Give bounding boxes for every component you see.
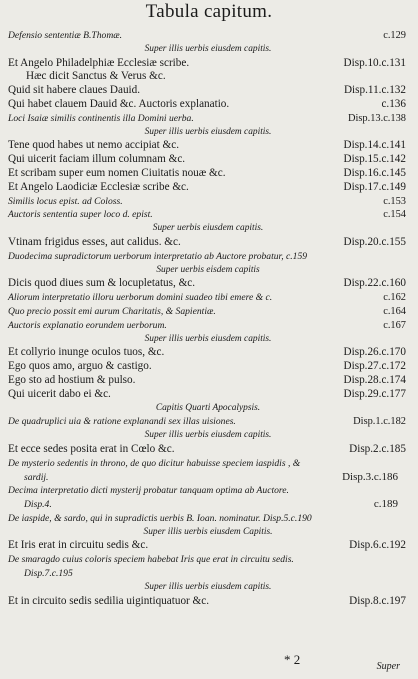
entry-text: Auctoris explanatio eorundem uerborum. [8,319,167,331]
toc-entry [8,291,408,305]
entry-text: Qui uicerit dabo ei &c. [8,387,111,400]
page-title: Tabula capitum. [145,1,273,22]
toc-entry [8,250,408,264]
entry-reference: c.167 [383,319,406,331]
toc-entry [8,319,408,333]
entry-reference: Disp.15.c.142 [343,153,406,166]
signature-mark: * 2 [284,652,301,667]
entry-text: Super illis uerbis eiusdem capitis. [144,581,272,592]
toc-entry [8,167,408,181]
entry-reference: c.162 [383,292,406,304]
entry-text: De mysterio sedentis in throno, de quo dicitur habuisse speciem iaspidis , & [8,457,301,469]
entry-reference: Disp.10.c.131 [343,56,406,69]
entry-text: Aliorum interpretatio illoru uerborum domini suadeo tibi emere & c. [8,292,273,304]
toc-entry [8,498,408,512]
entry-text: Disp.7.c.195 [24,568,73,580]
entry-text: Quo precio possit emi aurum Charitatis, & Sapientiæ. [8,305,216,317]
entry-text: Tene quod habes ut nemo accipiat &c. [8,139,180,152]
entry-reference: Disp.11.c.132 [343,84,406,97]
table-of-contents [8,29,408,608]
entry-reference: Disp.20.c.155 [343,235,406,248]
entry-reference: Disp.17.c.149 [343,180,406,193]
entry-text: sardij. [24,471,49,483]
entry-text: Quid sit habere claues Dauid. [8,84,141,97]
entry-reference: Disp.3.c.186 [342,470,398,483]
entry-text: Et Iris erat in circuitu sedis &c. [8,539,149,552]
entry-text: Super illis uerbis eiusdem capitis. [144,43,272,54]
toc-entry [8,98,408,112]
catchword: Super [376,661,400,672]
toc-entry [8,374,408,388]
entry-text: Et collyrio inunge oculos tuos, &c. [8,346,165,359]
toc-entry [8,346,408,360]
toc-entry [8,360,408,374]
toc-entry [8,153,408,167]
toc-entry [8,443,408,457]
entry-reference: c.154 [383,209,406,221]
toc-entry [8,415,408,429]
section-heading [8,581,408,595]
entry-text: Vtinam frigidus esses, aut calidus. &c. [8,235,181,248]
toc-entry [8,457,408,471]
entry-text: Ego sto ad hostium & pulso. [8,373,136,386]
entry-text: Et ecce sedes posita erat in Cœlo &c. [8,442,175,455]
entry-text: Et in circuito sedis sedilia uigintiquatuor &c. [8,594,210,607]
entry-reference: Disp.16.c.145 [343,166,406,179]
entry-reference: Disp.22.c.160 [343,277,406,290]
entry-text: De quadruplici uia & ratione explanandi sex illas uisiones. [8,416,236,428]
entry-text: Disp.4. [24,499,52,511]
entry-text: De smaragdo cuius coloris speciem habebat Iris que erat in circuitu sedis. [8,554,294,566]
entry-text: Et Angelo Laodiciæ Ecclesiæ scribe &c. [8,180,189,193]
entry-text: De iaspide, & sardo, qui in supradictis uerbis B. Ioan. nominatur. Disp.5.c.190 [8,512,312,524]
entry-text: Loci Isaiæ similis continentis illa Domini uerba. [8,112,194,124]
entry-reference: Disp.27.c.172 [343,360,406,373]
entry-text: Qui habet clauem Dauid &c. Auctoris explanatio. [8,97,230,110]
toc-entry [8,57,408,71]
entry-reference: Disp.14.c.141 [343,139,406,152]
toc-entry [8,70,408,84]
entry-reference: Disp.28.c.174 [343,373,406,386]
entry-reference: Disp.13.c.138 [347,112,406,124]
entry-reference: c.136 [381,97,406,110]
entry-reference: c.164 [383,305,406,317]
entry-text: Qui uicerit faciam illum columnam &c. [8,153,186,166]
section-heading [8,222,408,236]
section-heading [8,333,408,347]
entry-reference: c.189 [373,498,398,511]
toc-entry [8,471,408,485]
section-heading [8,402,408,416]
toc-entry [8,512,408,526]
entry-reference: Disp.2.c.185 [349,442,406,455]
toc-entry [8,305,408,319]
entry-text: Et Angelo Philadelphiæ Ecclesiæ scribe. [8,56,190,69]
toc-entry [8,388,408,402]
entry-reference: Disp.1.c.182 [353,416,406,428]
entry-text: Ego quos amo, arguo & castigo. [8,360,152,373]
entry-text: Super uerbis eisdem capitis [156,264,260,275]
entry-reference: Disp.26.c.170 [343,346,406,359]
toc-entry [8,236,408,250]
toc-entry [8,553,408,567]
toc-entry [8,595,408,609]
toc-entry [8,84,408,98]
entry-text: Similis locus epist. ad Coloss. [8,195,123,207]
toc-entry [8,181,408,195]
entry-text: Et scribam super eum nomen Ciuitatis nouæ &c. [8,166,226,179]
entry-text: Decima interpretatio dicti mysterij probatur tanquam optima ab Auctore. [8,485,289,497]
entry-text: Super illis uerbis eiusdem capitis. [144,333,272,344]
section-heading [8,264,408,278]
entry-reference: Disp.8.c.197 [349,594,406,607]
entry-text: Super uerbis eiusdem capitis. [152,223,264,234]
entry-reference: Disp.29.c.177 [343,387,406,400]
entry-text: Super illis uerbis eiusdem capitis. [144,126,272,137]
entry-text: Auctoris sententia super loco d. epist. [8,209,153,221]
toc-entry [8,29,408,43]
entry-reference: c.153 [383,195,406,207]
entry-text: Super illis uerbis eiusdem capitis. [144,430,272,441]
section-heading [8,43,408,57]
entry-text: Super illis uerbis eiusdem Capitis. [143,526,273,537]
toc-entry [8,277,408,291]
section-heading [8,526,408,540]
toc-entry [8,484,408,498]
toc-entry [8,112,408,126]
entry-text: Duodecima supradictorum uerborum interpretatio ab Auctore probatur, c.159 [8,250,308,262]
toc-entry [8,139,408,153]
section-heading [8,126,408,140]
toc-entry [8,567,408,581]
entry-reference: c.129 [383,30,406,41]
entry-text: Capitis Quarti Apocalypsis. [155,402,261,413]
entry-reference: Disp.6.c.192 [349,539,406,552]
section-heading [8,429,408,443]
entry-text: Dicis quod diues sum & locupletatus, &c. [8,277,196,290]
toc-entry [8,195,408,209]
entry-text: Hæc dicit Sanctus & Verus &c. [26,70,166,83]
toc-entry [8,208,408,222]
entry-text: Defensio sententiæ B.Thomæ. [8,30,123,41]
toc-entry [8,539,408,553]
